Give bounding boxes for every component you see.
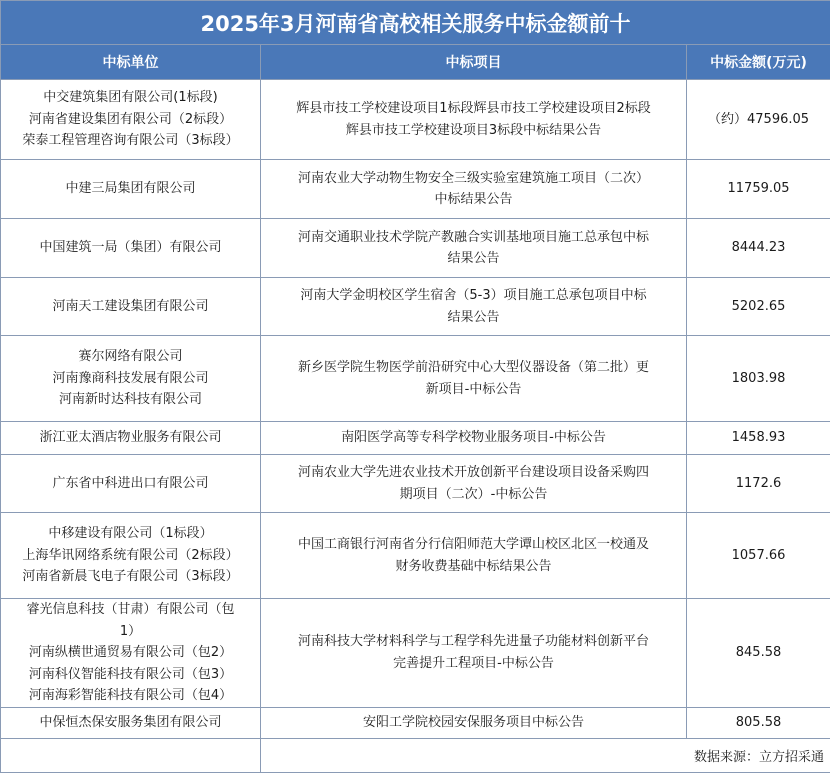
table-row xyxy=(1,278,830,336)
project-name: 结果公告 xyxy=(447,251,500,266)
project-cell xyxy=(261,219,687,278)
project-name: 河南大学金明校区学生宿舍（5-3）项目施工总承包项目中标 xyxy=(300,288,647,303)
project-cell xyxy=(261,422,687,455)
table-row xyxy=(1,422,830,455)
table-row xyxy=(1,599,830,708)
project-name: 期项目（二次）-中标公告 xyxy=(399,486,548,502)
company-cell xyxy=(1,80,261,160)
company-name: 广东省中科进出口有限公司 xyxy=(52,475,209,491)
amount-cell: 1803.98 xyxy=(687,336,830,422)
project-cell xyxy=(261,599,687,708)
project-name: 财务收费基础中标结果公告 xyxy=(395,558,552,574)
source-row xyxy=(1,738,830,772)
company-cell xyxy=(1,513,261,599)
table-title: 2025年3月河南省高校相关服务中标金额前十 xyxy=(1,1,830,45)
table-row xyxy=(1,513,830,599)
project-name: 中国工商银行河南省分行信阳师范大学谭山校区北区一校通及 xyxy=(297,537,649,552)
source-blank-cell xyxy=(1,738,261,772)
company-name: 河南天工建设集团有限公司 xyxy=(52,298,209,314)
project-name: 完善提升工程项目-中标公告 xyxy=(393,655,554,671)
company-name: 河南科仪智能科技有限公司（包3） xyxy=(28,666,233,682)
project-name: 河南农业大学动物生物安全三级实验室建筑施工项目（二次） xyxy=(297,170,649,186)
title-row xyxy=(1,1,830,45)
amount-cell: （约）47596.05 xyxy=(687,80,830,160)
table-row xyxy=(1,455,830,513)
amount-cell: 1172.6 xyxy=(687,455,830,513)
header-company: 中标单位 xyxy=(1,45,261,80)
project-name: 河南交通职业技术学院产教融合实训基地项目施工总承包中标 xyxy=(297,229,649,245)
project-name: 河南科技大学材料科学与工程学科先进量子功能材料创新平台 xyxy=(297,634,649,650)
header-amount: 中标金额(万元) xyxy=(687,45,830,80)
company-cell xyxy=(1,707,261,738)
table-row xyxy=(1,219,830,278)
company-cell xyxy=(1,219,261,278)
project-name: 新乡医学院生物医学前沿研究中心大型仪器设备（第二批）更 xyxy=(297,360,649,375)
table-row xyxy=(1,80,830,160)
project-name: 辉县市技工学校建设项目3标段中标结果公告 xyxy=(345,122,602,138)
project-cell xyxy=(261,336,687,422)
amount-cell: 11759.05 xyxy=(687,160,830,219)
table-row xyxy=(1,707,830,738)
project-name: 中标结果公告 xyxy=(434,192,513,207)
amount-cell: 1057.66 xyxy=(687,513,830,599)
company-name: 中移建设有限公司（1标段） xyxy=(48,526,213,542)
company-name: 中保恒杰保安服务集团有限公司 xyxy=(39,714,222,730)
company-name: 河南省建设集团有限公司（2标段） xyxy=(28,111,233,127)
amount-cell: 805.58 xyxy=(687,707,830,738)
project-name: 结果公告 xyxy=(447,309,500,325)
company-name: 中建三局集团有限公司 xyxy=(65,181,196,197)
company-cell xyxy=(1,278,261,336)
company-name: 河南纵横世通贸易有限公司（包2） xyxy=(28,645,233,660)
project-cell xyxy=(261,278,687,336)
company-name: 河南海彩智能科技有限公司（包4） xyxy=(28,688,233,703)
company-name: 浙江亚太酒店物业服务有限公司 xyxy=(39,430,222,446)
company-cell xyxy=(1,422,261,455)
company-name: 1） xyxy=(119,623,142,639)
amount-cell: 845.58 xyxy=(687,599,830,708)
company-name: 河南省新晨飞电子有限公司（3标段） xyxy=(22,569,239,585)
company-name: 河南豫商科技发展有限公司 xyxy=(52,370,209,386)
company-cell xyxy=(1,336,261,422)
company-name: 中交建筑集团有限公司(1标段) xyxy=(43,90,218,106)
project-cell xyxy=(261,455,687,513)
data-source-note: 数据来源：立方招采通 xyxy=(261,738,830,772)
table-row xyxy=(1,336,830,422)
project-name: 安阳工学院校园安保服务项目中标公告 xyxy=(362,714,584,730)
amount-cell: 1458.93 xyxy=(687,422,830,455)
amount-cell: 8444.23 xyxy=(687,219,830,278)
company-name: 中国建筑一局（集团）有限公司 xyxy=(39,240,222,256)
company-name: 睿光信息科技（甘肃）有限公司（包 xyxy=(26,602,235,617)
company-name: 赛尔网络有限公司 xyxy=(78,349,183,365)
company-cell xyxy=(1,599,261,708)
header-project: 中标项目 xyxy=(261,45,687,80)
company-cell xyxy=(1,455,261,513)
project-name: 辉县市技工学校建设项目1标段辉县市技工学校建设项目2标段 xyxy=(296,101,651,116)
amount-cell: 5202.65 xyxy=(687,278,830,336)
company-name: 上海华讯网络系统有限公司（2标段） xyxy=(22,547,239,563)
company-name: 河南新时达科技有限公司 xyxy=(58,392,202,408)
company-name: 荣泰工程管理咨询有限公司（3标段） xyxy=(22,133,239,149)
project-cell xyxy=(261,160,687,219)
project-cell xyxy=(261,707,687,738)
project-cell xyxy=(261,80,687,160)
project-name: 新项目-中标公告 xyxy=(425,381,522,397)
project-name: 河南农业大学先进农业技术开放创新平台建设项目设备采购四 xyxy=(297,465,649,480)
project-name: 南阳医学高等专科学校物业服务项目-中标公告 xyxy=(341,430,606,446)
company-cell xyxy=(1,160,261,219)
header-row xyxy=(1,45,830,80)
table-row xyxy=(1,160,830,219)
project-cell xyxy=(261,513,687,599)
